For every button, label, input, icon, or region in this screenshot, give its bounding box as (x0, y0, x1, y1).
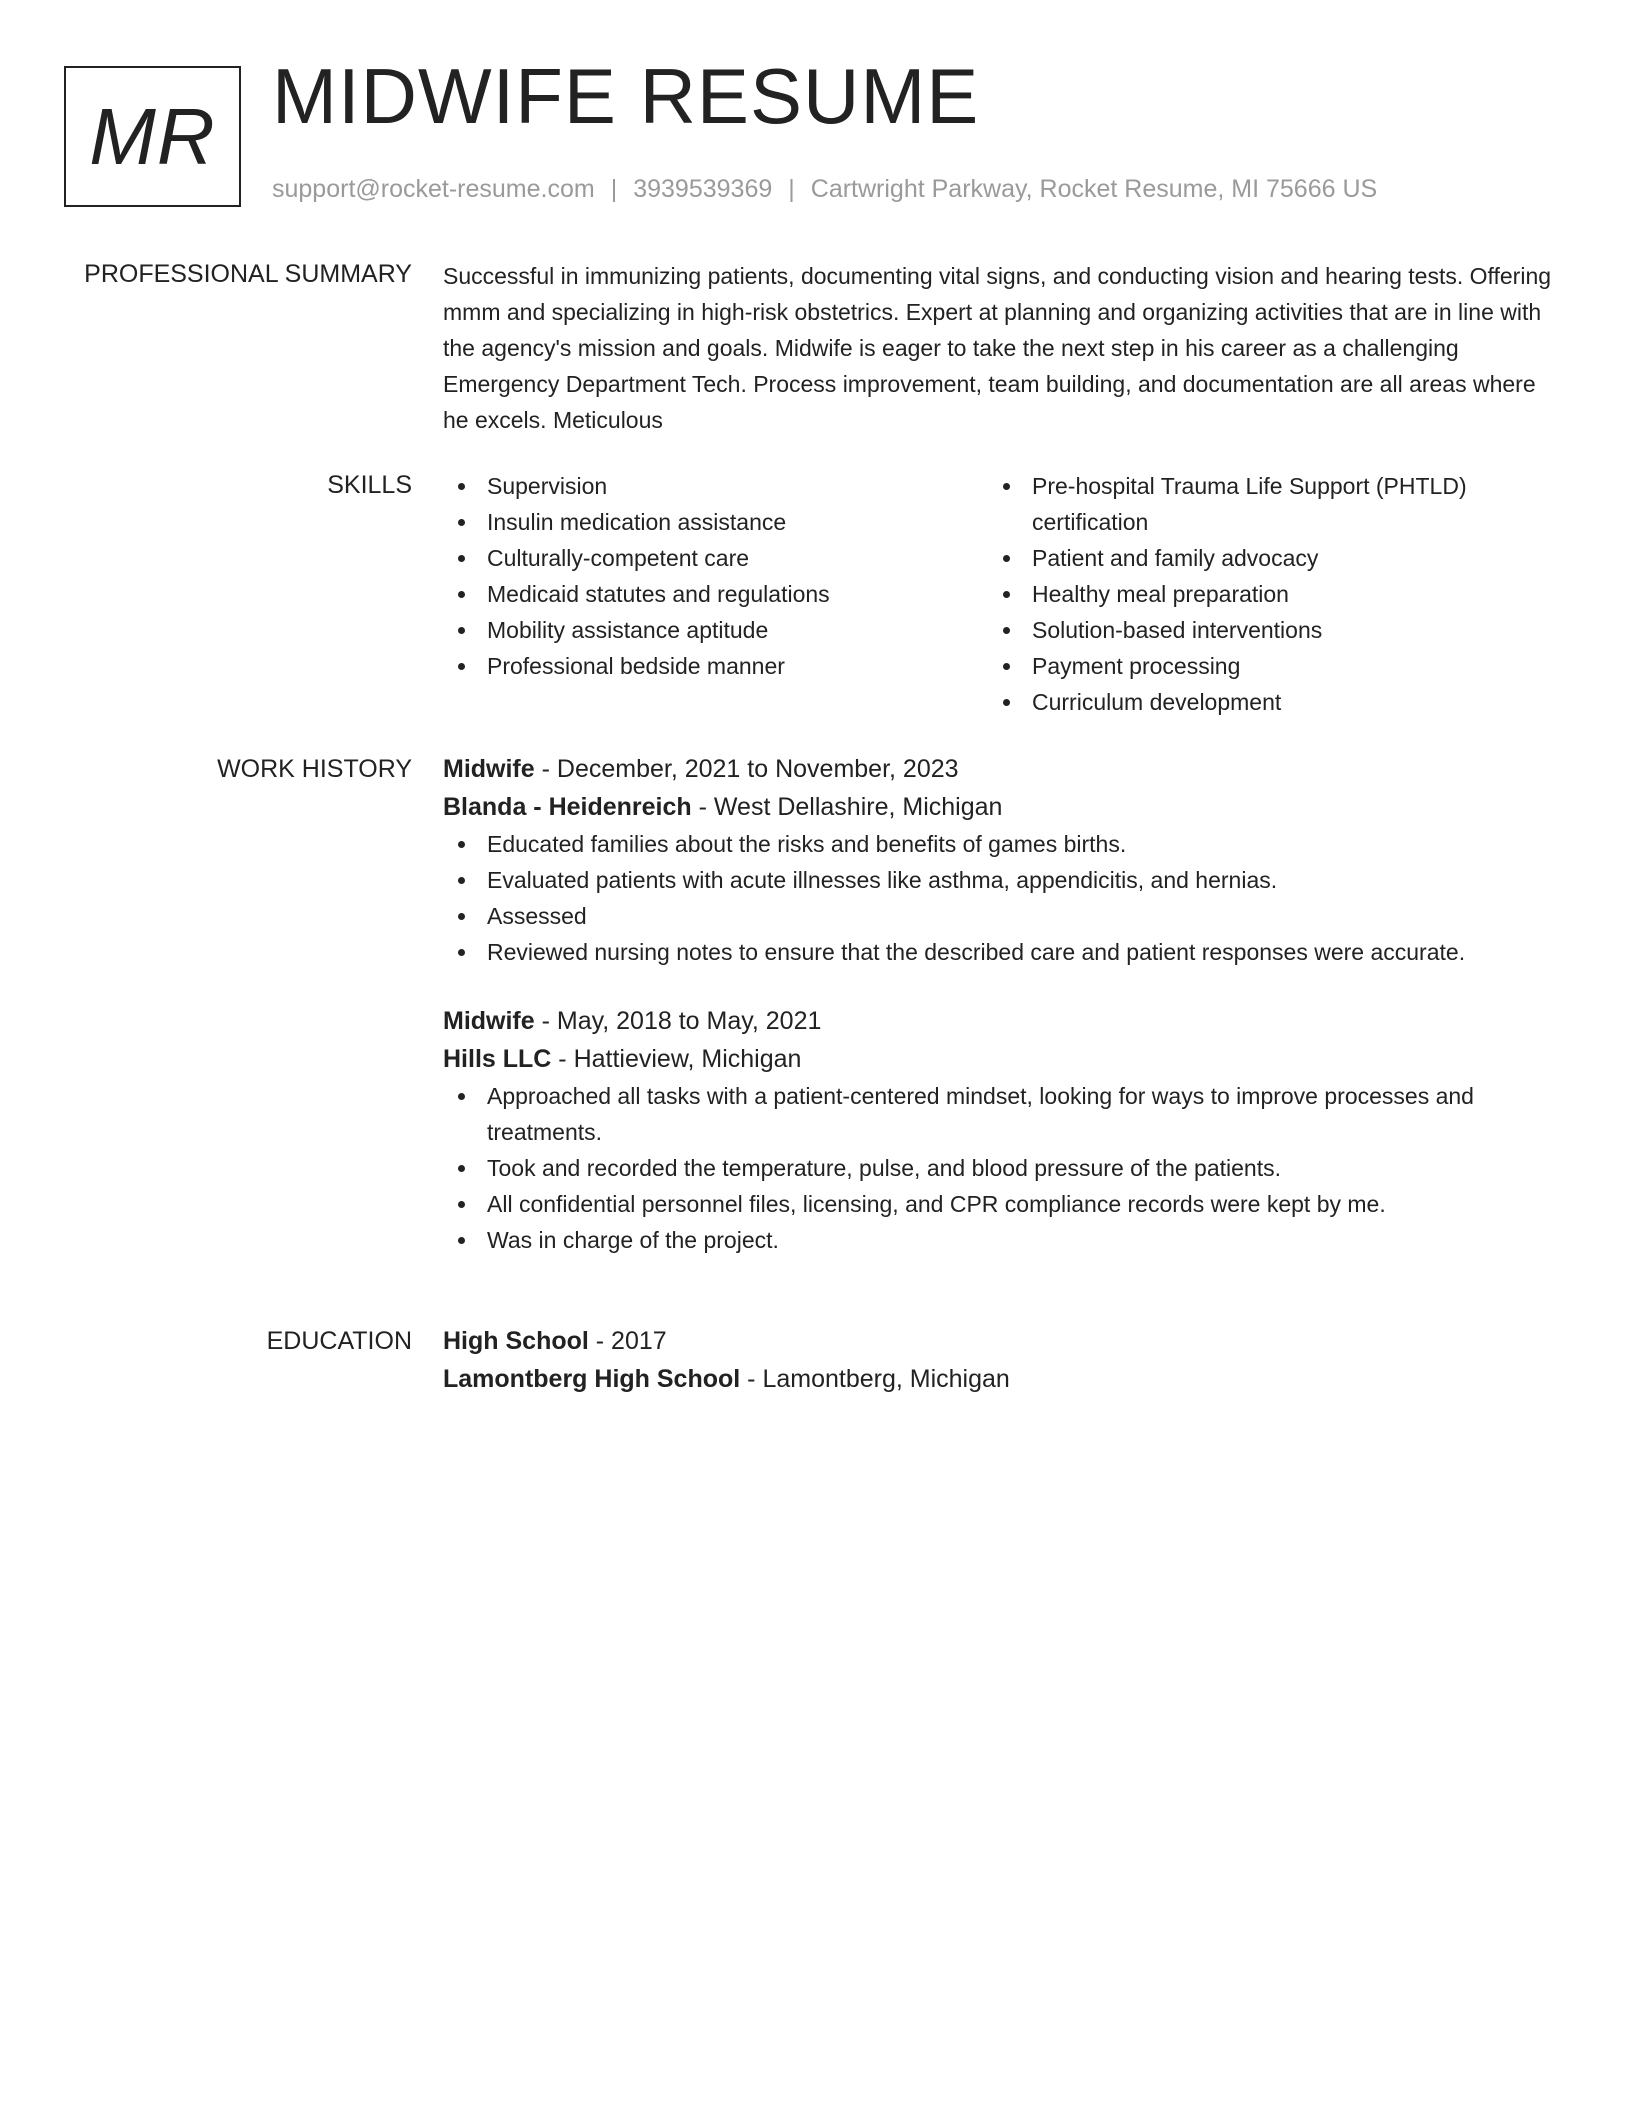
list-item (988, 612, 1533, 648)
bullet-icon (458, 663, 465, 670)
skill-item: Medicaid statutes and regulations (487, 581, 830, 607)
bullet-icon (458, 555, 465, 562)
section-heading: SKILLS (327, 471, 412, 499)
skill-item: Professional bedside manner (487, 653, 785, 679)
job-entry (443, 1002, 1558, 1258)
bullet-icon (458, 1165, 465, 1172)
skill-item: Culturally-competent care (487, 545, 750, 571)
contact-line (272, 174, 1377, 204)
education-school-line: Lamontberg High School - Lamontberg, Michigan (443, 1365, 1010, 1393)
list-item (443, 576, 988, 612)
skill-item: Healthy meal preparation (1032, 581, 1289, 607)
list-item (988, 540, 1533, 576)
bullet-icon (1003, 663, 1010, 670)
skill-item: Insulin medication assistance (487, 509, 787, 535)
contact-separator: | (610, 175, 618, 203)
job-title-line: Midwife - December, 2021 to November, 2023 (443, 755, 959, 783)
list-item (443, 468, 988, 504)
bullet-icon (458, 877, 465, 884)
job-dates: December, 2021 to November, 2023 (556, 755, 959, 783)
skill-item: Patient and family advocacy (1032, 545, 1319, 571)
bullet-icon (1003, 555, 1010, 562)
skills-column-right (988, 468, 1533, 720)
education-degree: High School (443, 1327, 589, 1355)
skill-item: Mobility assistance aptitude (487, 617, 769, 643)
job-company: Blanda - Heidenreich (443, 793, 692, 821)
list-item (443, 1222, 1558, 1258)
job-company-line: Blanda - Heidenreich - West Dellashire, Michigan (443, 793, 1003, 821)
job-location: Hattieview, Michigan (573, 1045, 802, 1073)
bullet-icon (458, 627, 465, 634)
bullet-icon (458, 483, 465, 490)
list-item (988, 468, 1533, 540)
bullet-icon (1003, 483, 1010, 490)
job-bullet-text: Reviewed nursing notes to ensure that the described care and patient responses were accurate. (487, 939, 1466, 965)
work-history-body (443, 750, 1558, 1258)
section-heading: WORK HISTORY (217, 755, 412, 783)
list-item (443, 504, 988, 540)
job-bullet-text: Evaluated patients with acute illnesses like asthma, appendicitis, and hernias. (487, 867, 1278, 893)
job-entry (443, 750, 1558, 970)
list-item (443, 540, 988, 576)
education-body (443, 1322, 1558, 1398)
skills-body (443, 468, 1558, 720)
list-item (443, 934, 1558, 970)
education-school: Lamontberg High School (443, 1365, 741, 1393)
job-bullet-text: Was in charge of the project. (487, 1227, 779, 1253)
bullet-icon (458, 1237, 465, 1244)
list-item (443, 648, 988, 684)
job-bullet-text: Educated families about the risks and benefits of games births. (487, 831, 1127, 857)
list-item (443, 862, 1558, 898)
education-location: Lamontberg, Michigan (762, 1365, 1010, 1393)
skill-item: Supervision (487, 473, 608, 499)
skill-item: Payment processing (1032, 653, 1241, 679)
skill-item: Pre-hospital Trauma Life Support (PHTLD) certification (1032, 473, 1467, 535)
bullet-icon (1003, 699, 1010, 706)
job-dates: May, 2018 to May, 2021 (556, 1007, 822, 1035)
bullet-icon (458, 591, 465, 598)
list-item (443, 898, 1558, 934)
contact-address: Cartwright Parkway, Rocket Resume, MI 75666 US (810, 175, 1378, 203)
bullet-icon (458, 949, 465, 956)
section-heading: PROFESSIONAL SUMMARY (84, 260, 412, 288)
job-title: Midwife (443, 755, 535, 783)
job-company-line: Hills LLC - Hattieview, Michigan (443, 1045, 802, 1073)
list-item (443, 1186, 1558, 1222)
list-item (988, 648, 1533, 684)
skill-item: Solution-based interventions (1032, 617, 1323, 643)
contact-separator: | (788, 175, 795, 203)
bullet-icon (1003, 591, 1010, 598)
bullet-icon (458, 1093, 465, 1100)
job-location: West Dellashire, Michigan (713, 793, 1003, 821)
bullet-icon (458, 841, 465, 848)
job-bullet-text: All confidential personnel files, licensing, and CPR compliance records were kept by me. (487, 1191, 1386, 1217)
job-company: Hills LLC (443, 1045, 552, 1073)
job-bullet-text: Took and recorded the temperature, pulse, and blood pressure of the patients. (487, 1155, 1282, 1181)
job-bullet-text: Assessed (487, 903, 587, 929)
job-title-line: Midwife - May, 2018 to May, 2021 (443, 1007, 822, 1035)
contact-email[interactable]: support@rocket-resume.com (272, 175, 595, 203)
job-bullets (443, 826, 1558, 970)
education-year: 2017 (611, 1327, 667, 1355)
skill-item: Curriculum development (1032, 689, 1282, 715)
job-bullet-text: Approached all tasks with a patient-centered mindset, looking for ways to improve processes and treatments. (487, 1083, 1474, 1145)
skills-column-left (443, 468, 988, 720)
resume-title: MIDWIFE RESUME (272, 52, 980, 140)
summary-body (443, 258, 1558, 438)
list-item (988, 684, 1533, 720)
list-item (443, 612, 988, 648)
bullet-icon (458, 913, 465, 920)
section-heading: EDUCATION (266, 1327, 412, 1355)
job-title: Midwife (443, 1007, 535, 1035)
list-item (443, 1078, 1558, 1150)
bullet-icon (458, 519, 465, 526)
bullet-icon (1003, 627, 1010, 634)
summary-text: Successful in immunizing patients, documenting vital signs, and conducting vision and hearing tests. Offering mmm and specializing in high-risk obstetrics. Expert at planning and organizing activities that are in line with the agency's mission and goals. Midwife is eager to take the next step in his career as a challenging Emergency Department Tech. Process improvement, team building, and documentation are all areas where he excels. Meticulous (443, 263, 1552, 433)
contact-phone[interactable]: 3939539369 (633, 175, 773, 203)
list-item (443, 826, 1558, 862)
education-degree-line: High School - 2017 (443, 1327, 667, 1355)
list-item (988, 576, 1533, 612)
monogram-logo: MR (64, 66, 241, 207)
list-item (443, 1150, 1558, 1186)
bullet-icon (458, 1201, 465, 1208)
job-bullets (443, 1078, 1558, 1258)
